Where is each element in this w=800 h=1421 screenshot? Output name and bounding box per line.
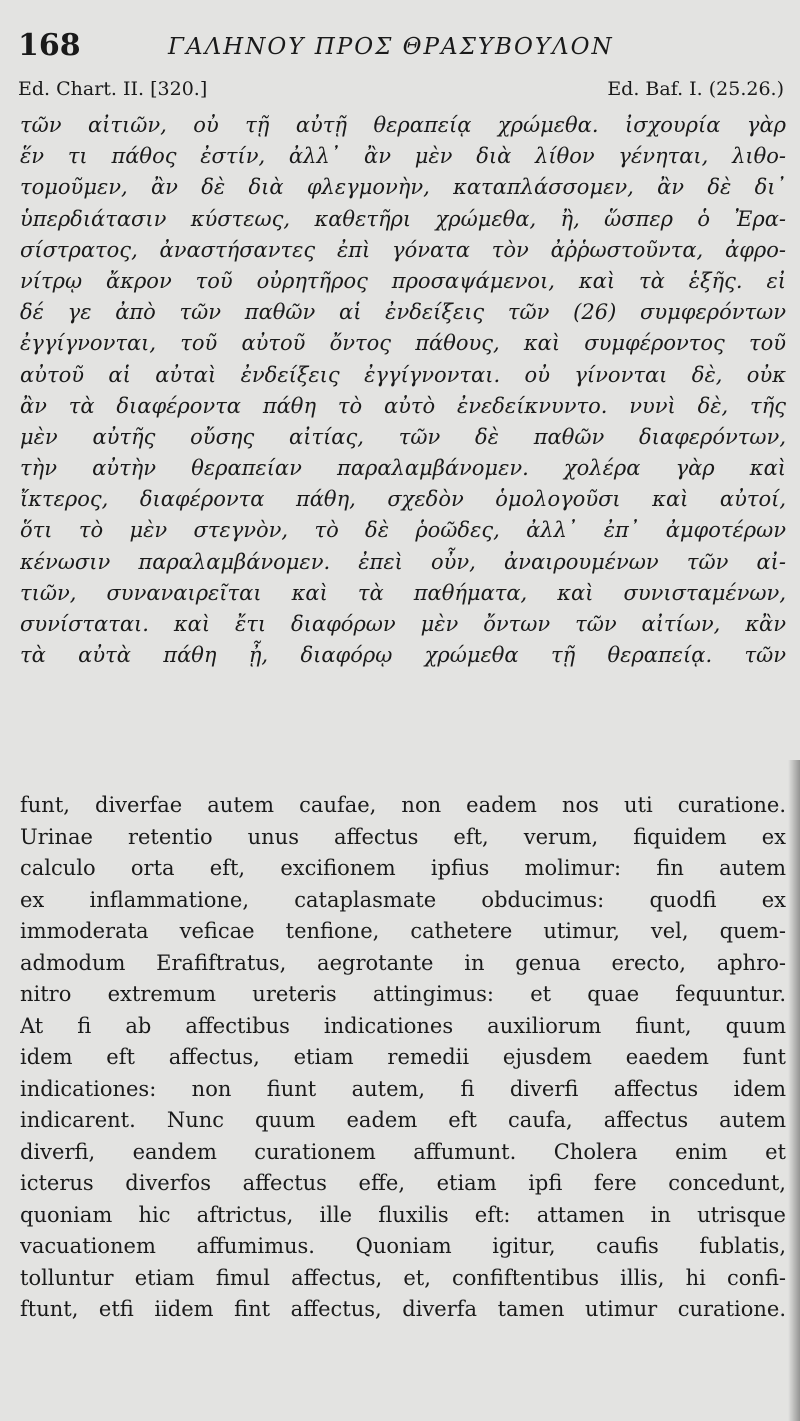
latin-text-block — [20, 790, 786, 1326]
greek-text-block — [20, 110, 786, 671]
latin-text-line: idem eft affectus, etiam remedii ejusdem eaedem funt — [20, 1045, 786, 1069]
latin-text-line: immoderata veficae tenfione, cathetere utimur, vel, quem- — [20, 919, 786, 943]
greek-text-line: κένωσιν παραλαμβάνομεν. ἐπεὶ οὖν, ἀναιρουμένων τῶν αἰ- — [20, 549, 786, 574]
greek-text-line: τιῶν, συναναιρεῖται καὶ τὰ παθήματα, καὶ συνισταμένων, — [20, 580, 786, 605]
page-header — [18, 28, 778, 68]
greek-text-line: ἐγγίγνονται, τοῦ αὐτοῦ ὄντος πάθους, καὶ συμφέροντος τοῦ — [20, 331, 786, 356]
greek-text-line: συνίσταται. καὶ ἔτι διαφόρων μὲν ὄντων τῶν αἰτίων, κἂν — [20, 612, 786, 636]
latin-text-line: vacuationem affumimus. Quoniam igitur, caufis fublatis, — [20, 1234, 786, 1258]
latin-text-line: Urinae retentio unus affectus eft, verum, fiquidem ex — [20, 824, 786, 849]
bleed-through-text — [150, 757, 790, 783]
greek-text-line: μὲν αὐτῆς οὔσης αἰτίας, τῶν δὲ παθῶν διαφερόντων, — [20, 424, 786, 449]
edition-references — [18, 78, 784, 106]
latin-text-line: quoniam hic aftrictus, ille fluxilis eft: attamen in utrisque — [20, 1202, 786, 1227]
edition-ref-chartier: Ed. Chart. II. [320.] — [18, 78, 208, 100]
latin-text-line: funt, diverfae autem caufae, non eadem nos uti curatione. — [20, 793, 786, 817]
latin-text-line: At fi ab affectibus indicationes auxiliorum fiunt, quum — [20, 1013, 786, 1038]
greek-text-line: ὑπερδιάτασιν κύστεως, καθετῆρι χρώμεθα, ἢ, ὥσπερ ὁ Ἐρα- — [20, 206, 786, 231]
greek-text-line: τὴν αὐτὴν θεραπείαν παραλαμβάνομεν. χολέρα γὰρ καὶ — [20, 456, 786, 481]
latin-text-line: ftunt, etfi iidem fint affectus, diverfa tamen utimur curatione. — [20, 1297, 786, 1321]
edition-ref-basel: Ed. Baf. I. (25.26.) — [607, 78, 784, 100]
greek-text-line: ἕν τι πάθος ἐστίν, ἀλλ᾽ ἂν μὲν διὰ λίθον γένηται, λιθο- — [20, 144, 786, 169]
greek-text-line: ἴκτερος, διαφέροντα πάθη, σχεδὸν ὁμολογοῦσι καὶ αὐτοί, — [20, 487, 786, 512]
page-edge-shadow — [788, 760, 800, 1421]
latin-text-line: tolluntur etiam fimul affectus, et, confiftentibus illis, hi confi- — [20, 1265, 786, 1290]
greek-text-line: ἂν τὰ διαφέροντα πάθη τὸ αὐτὸ ἐνεδείκνυντο. νυνὶ δὲ, τῆς — [20, 393, 786, 418]
greek-text-line: τῶν αἰτιῶν, οὐ τῇ αὐτῇ θεραπείᾳ χρώμεθα. ἰσχουρία γὰρ — [20, 113, 786, 137]
latin-text-line: indicarent. Nunc quum eadem eft caufa, affectus autem — [20, 1108, 786, 1132]
latin-text-line: ex inflammatione, cataplasmate obducimus: quodfi ex — [20, 887, 786, 912]
greek-text-line: τὰ αὐτὰ πάθη ᾖ, διαφόρῳ χρώμεθα τῇ θεραπείᾳ. τῶν — [20, 643, 786, 668]
greek-text-line: ὅτι τὸ μὲν στεγνὸν, τὸ δὲ ῥοῶδες, ἀλλ᾽ ἐπ᾽ ἀμφοτέρων — [20, 518, 786, 543]
latin-text-line: nitro extremum ureteris attingimus: et quae fequuntur. — [20, 982, 786, 1006]
greek-text-line: νίτρῳ ἄκρον τοῦ οὐρητῆρος προσαψάμενοι, καὶ τὰ ἑξῆς. εἰ — [20, 268, 786, 293]
latin-text-line: indicationes: non fiunt autem, fi diverfi affectus idem — [20, 1076, 786, 1101]
greek-text-line: τομοῦμεν, ἂν δὲ διὰ φλεγμονὴν, καταπλάσσομεν, ἂν δὲ δι᾽ — [20, 175, 786, 200]
latin-text-line: admodum Erafiftratus, aegrotante in genua erecto, aphro- — [20, 950, 786, 975]
running-title: ΓΑΛΗΝΟΥ ΠΡΟΣ ΘΡΑΣΥΒΟΥΛΟΝ — [168, 34, 614, 60]
greek-text-line: δέ γε ἀπὸ τῶν παθῶν αἱ ἐνδείξεις τῶν (26) συμφερόντων — [20, 300, 786, 325]
latin-text-line: icterus diverfos affectus effe, etiam ipfi fere concedunt, — [20, 1171, 786, 1195]
page-number: 168 — [18, 28, 81, 63]
greek-text-line: αὐτοῦ αἱ αὐταὶ ἐνδείξεις ἐγγίγνονται. οὐ γίνονται δὲ, οὐκ — [20, 362, 786, 387]
greek-text-line: σίστρατος, ἀναστήσαντες ἐπὶ γόνατα τὸν ἀῤῥωστοῦντα, ἀφρο- — [20, 237, 786, 262]
latin-text-line: diverfi, eandem curationem affumunt. Cholera enim et — [20, 1139, 786, 1164]
latin-text-line: calculo orta eft, excifionem ipfius molimur: fin autem — [20, 856, 786, 880]
